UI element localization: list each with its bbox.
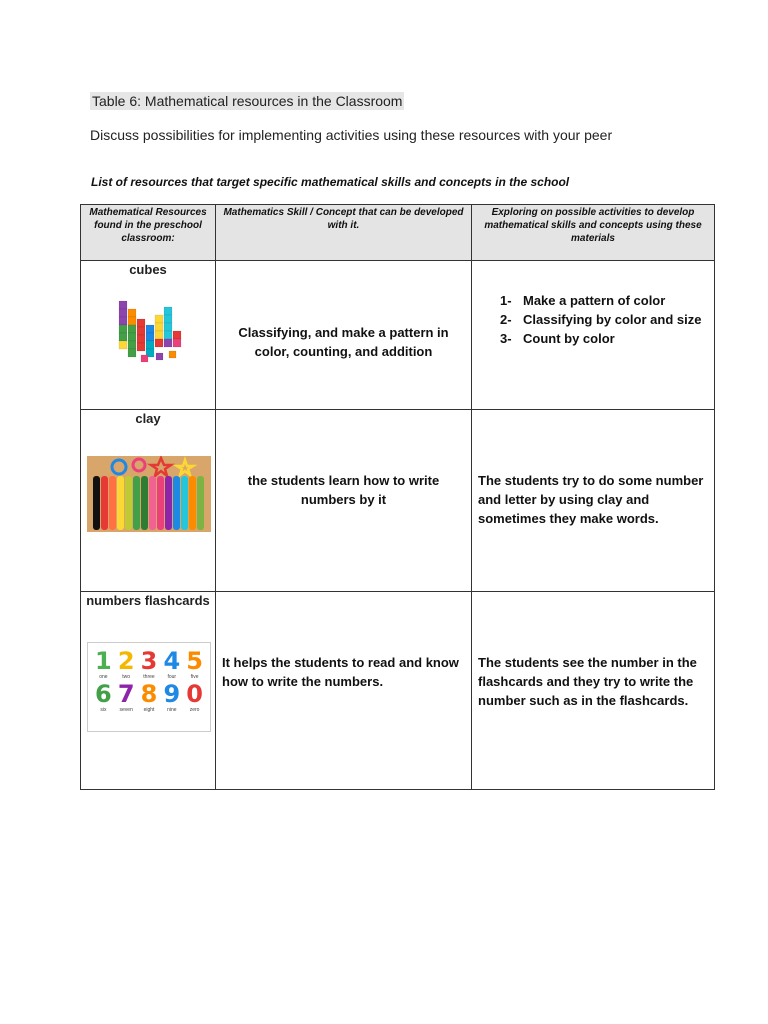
list-item: 1- Make a pattern of color	[500, 293, 666, 308]
flashcard-digit: 0	[186, 680, 203, 708]
instruction-text: Discuss possibilities for implementing activities using these resources with your peer	[90, 127, 613, 143]
activity-cell	[472, 410, 715, 592]
flashcard	[184, 682, 205, 713]
list-item: 3- Count by color	[500, 331, 615, 346]
activity-cell	[472, 261, 715, 410]
resource-name: cubes	[129, 262, 167, 277]
flashcard-digit: 2	[117, 647, 135, 675]
flashcard-digit: 4	[163, 647, 181, 675]
table-caption: Table 6: Mathematical resources in the Classroom	[92, 93, 403, 109]
flashcard-word: five	[190, 674, 199, 680]
flashcard-digit: 1	[95, 647, 112, 675]
activity-list	[500, 291, 704, 348]
resource-name: numbers flashcards	[86, 593, 210, 608]
number-flashcards-image	[87, 642, 211, 732]
resource-cell	[81, 592, 216, 790]
flashcard-word: zero	[189, 707, 200, 713]
flashcard-word: one	[99, 674, 108, 680]
skill-cell	[216, 261, 472, 410]
flashcard-word: nine	[167, 707, 177, 713]
table-header-row	[81, 205, 715, 261]
flashcard	[116, 649, 137, 680]
modeling-clay-image	[87, 456, 211, 532]
flashcard-digit: 7	[117, 680, 135, 708]
table-row	[81, 410, 715, 592]
skill-text: Classifying, and make a pattern in color, counting, and addition	[238, 325, 449, 359]
flashcard	[139, 649, 160, 680]
flashcard-word: two	[122, 674, 131, 680]
flashcard-word: four	[167, 674, 177, 680]
flashcard	[93, 649, 114, 680]
list-item: 2- Classifying by color and size	[500, 312, 702, 327]
flashcard	[184, 649, 205, 680]
table-row	[81, 592, 715, 790]
flashcard-digit: 8	[140, 680, 158, 708]
skill-cell	[216, 592, 472, 790]
resource-cell	[81, 410, 216, 592]
header-activities: Exploring on possible activities to develop mathematical skills and concepts using these materials	[472, 205, 715, 261]
header-resources: Mathematical Resources found in the preschool classroom:	[81, 205, 216, 261]
flashcard	[93, 682, 114, 713]
resource-name: clay	[135, 411, 161, 426]
header-skill: Mathematics Skill / Concept that can be developed with it.	[216, 205, 472, 261]
flashcard-word: eight	[143, 707, 155, 713]
flashcard-digit: 6	[95, 680, 112, 708]
linking-cubes-image	[111, 295, 186, 370]
resources-table	[80, 204, 715, 790]
flashcard-digit: 9	[163, 680, 181, 708]
flashcard	[116, 682, 137, 713]
flashcard-digit: 5	[186, 647, 203, 675]
resource-cell	[81, 261, 216, 410]
flashcard	[161, 682, 182, 713]
flashcard-word: three	[143, 674, 155, 680]
skill-cell	[216, 410, 472, 592]
flashcard-digit: 3	[140, 647, 158, 675]
flashcard-word: six	[100, 707, 107, 713]
activity-text: The students try to do some number and letter by using clay and sometimes they make words.	[478, 473, 704, 526]
table-row	[81, 261, 715, 410]
activity-cell	[472, 592, 715, 790]
flashcard-word: seven	[119, 707, 133, 713]
activity-text: The students see the number in the flashcards and they try to write the number such as in the flashcards.	[478, 655, 697, 708]
skill-text: It helps the students to read and know how to write the numbers.	[222, 655, 459, 689]
skill-text: the students learn how to write numbers by it	[247, 473, 440, 507]
flashcard	[161, 649, 182, 680]
flashcard	[139, 682, 160, 713]
list-title: List of resources that target specific mathematical skills and concepts in the school	[91, 175, 570, 189]
